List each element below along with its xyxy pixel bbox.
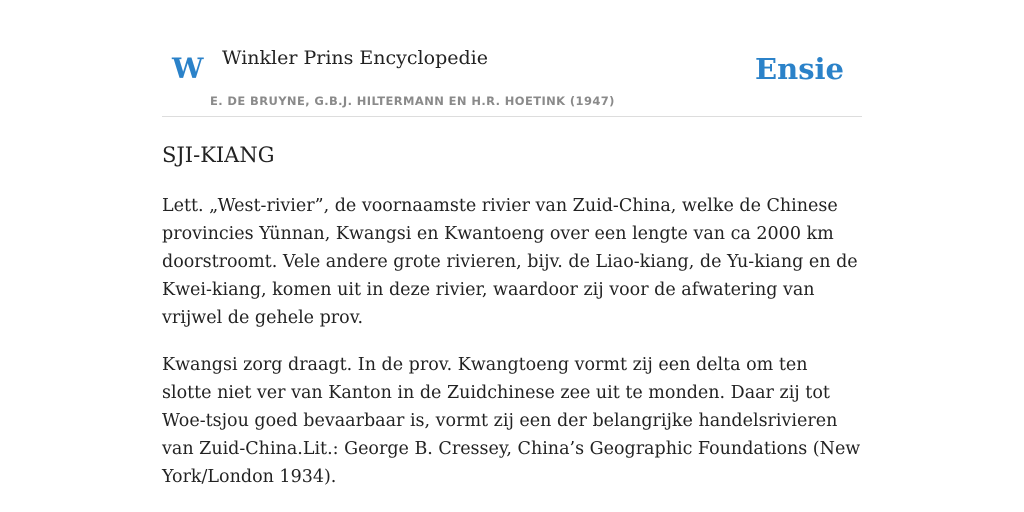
site-title[interactable]: Winkler Prins Encyclopedie bbox=[222, 47, 488, 69]
article bbox=[162, 138, 862, 491]
article-paragraph-2: Kwangsi zorg draagt. In de prov. Kwangtoeng vormt zij een delta om ten slotte niet ver van Kanton in de Zuidchinese zee uit te monden. Daar zij tot Woe-tsjou goed bevaarbaar is, vormt zij een der belangrijke handelsrivieren van Zuid-China.Lit.: George B. Cressey, China’s Geographic Foundations (New York/London 1934). bbox=[162, 355, 861, 487]
article-paragraph-1: Lett. „West-rivier”, de voornaamste rivier van Zuid-China, welke de Chinese provincies Yünnan, Kwangsi en Kwantoeng over een lengte van ca 2000 km doorstroomt. Vele andere grote rivieren, bijv. de Liao-kiang, de Yu-kiang en de Kwei-kiang, komen uit in deze rivier, waardoor zij voor de afwatering van vrijwel de gehele prov. bbox=[162, 196, 858, 328]
winkler-prins-logo[interactable]: W bbox=[172, 52, 204, 85]
ensie-logo[interactable]: Ensie bbox=[755, 52, 844, 86]
authors-line: E. DE BRUYNE, G.B.J. HILTERMANN EN H.R. HOETINK (1947) bbox=[210, 94, 615, 108]
article-title: SJI-KIANG bbox=[162, 143, 275, 167]
site-header bbox=[162, 0, 862, 117]
